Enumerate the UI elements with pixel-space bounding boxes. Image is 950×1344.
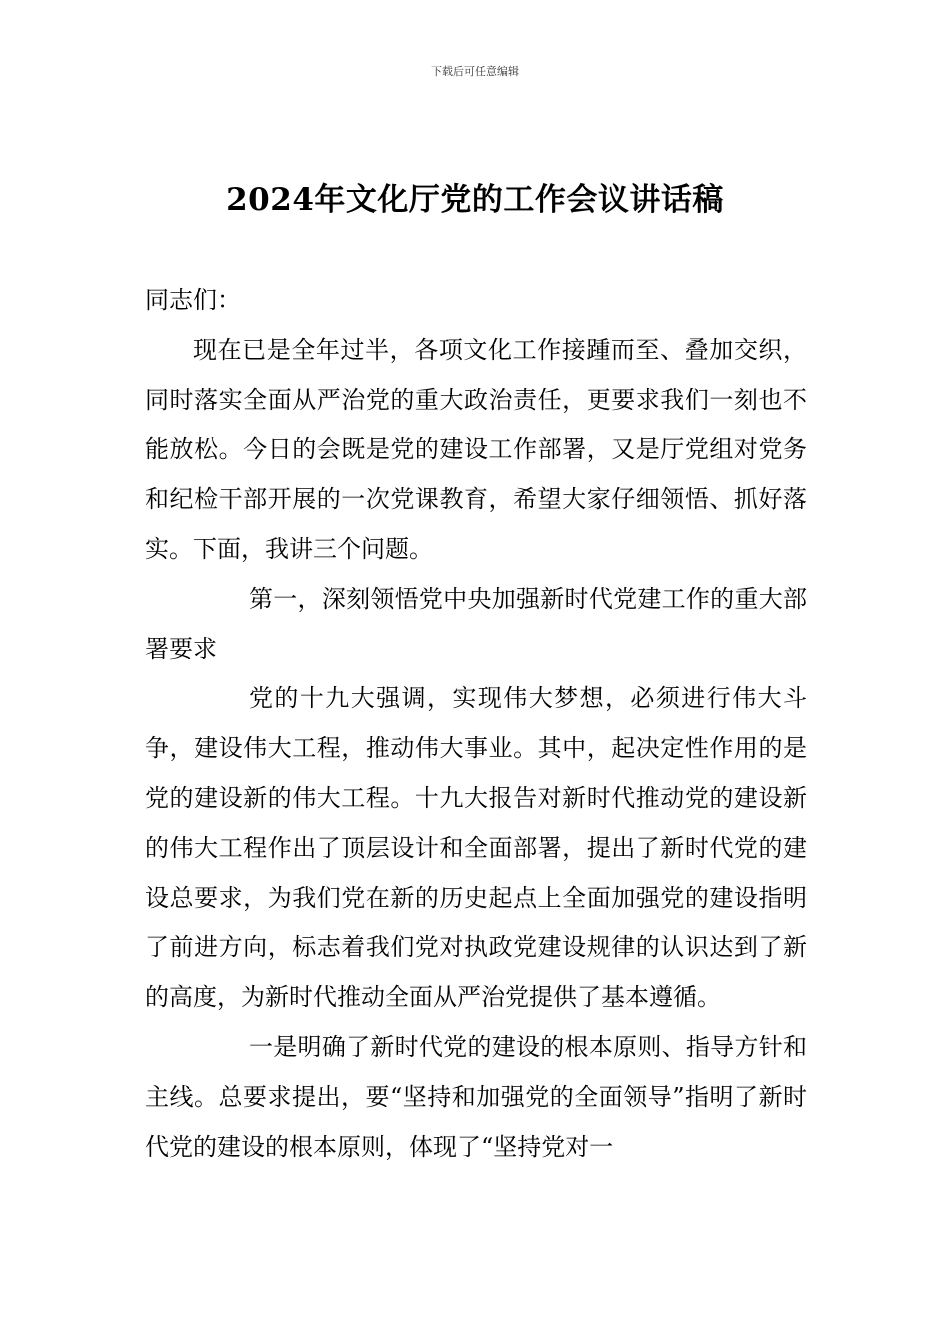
document-body	[145, 276, 807, 1172]
paragraph-point-one: 一是明确了新时代党的建设的根本原则、指导方针和主线。总要求提出，要“坚持和加强党的全面领导”指明了新时代党的建设的根本原则，体现了“坚持党对一	[145, 1032, 807, 1161]
header-note: 下载后可任意编辑	[431, 65, 519, 78]
paragraph-intro: 现在已是全年过半，各项文化工作接踵而至、叠加交织，同时落实全面从严治党的重大政治责任，更要求我们一刻也不能放松。今日的会既是党的建设工作部署，又是厅党组对党务和纪检干部开展的一次党课教育，希望大家仔细领悟、抓好落实。下面，我讲三个问题。	[145, 335, 807, 563]
section-heading-one: 第一，深刻领悟党中央加强新时代党建工作的重大部署要求	[145, 584, 807, 663]
paragraph-nineteenth-congress: 党的十九大强调，实现伟大梦想，必须进行伟大斗争，建设伟大工程，推动伟大事业。其中，起决定性作用的是党的建设新的伟大工程。十九大报告对新时代推动党的建设新的伟大工程作出了顶层设计和全面部署，提出了新时代党的建设总要求，为我们党在新的历史起点上全面加强党的建设指明了前进方向，标志着我们党对执政党建设规律的认识达到了新的高度，为新时代推动全面从严治党提供了基本遵循。	[145, 684, 807, 1012]
document-title: 2024年文化厅党的工作会议讲话稿	[226, 182, 724, 218]
salutation: 同志们：	[145, 286, 241, 314]
